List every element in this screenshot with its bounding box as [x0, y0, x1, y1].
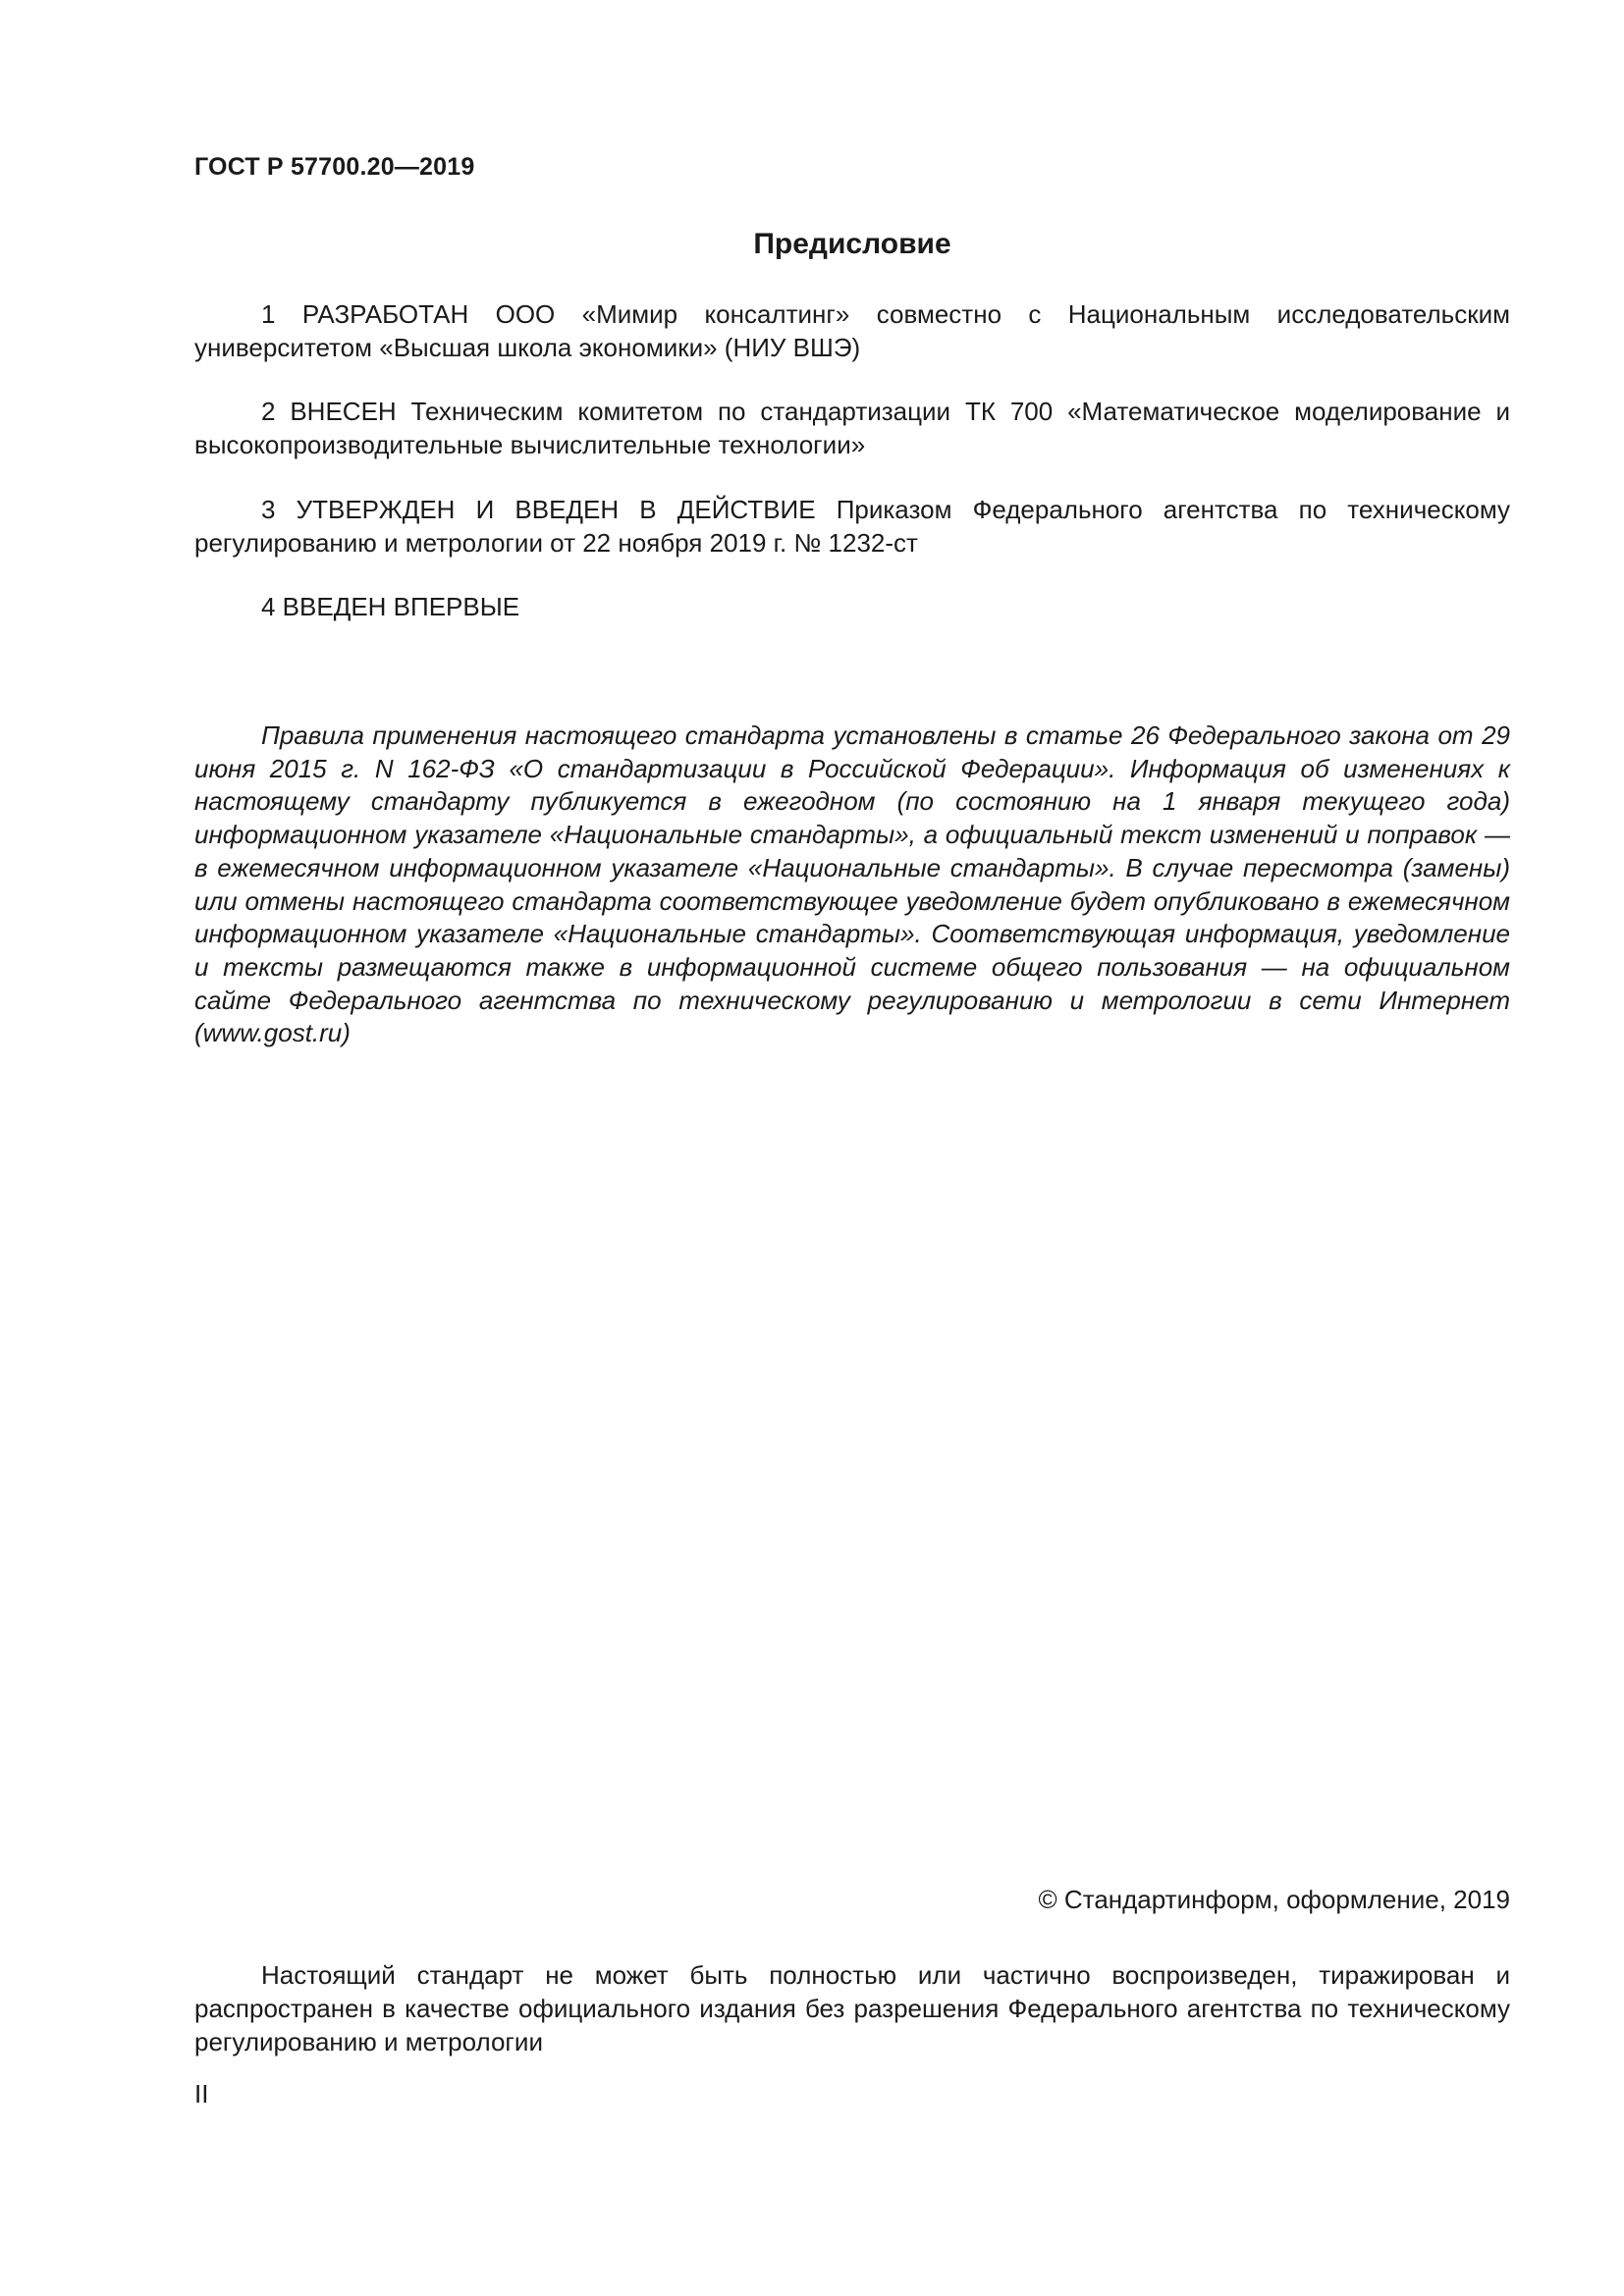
reproduction-notice: Настоящий стандарт не может быть полностью или частично воспроизведен, тиражирован и распространен в качестве официального издания без разрешения Федерального агентства по техническому регулированию и метрологии [194, 1960, 1510, 2056]
preface-item-developed: 1 РАЗРАБОТАН ООО «Мимир консалтинг» совместно с Национальным исследовательским университетом «Высшая школа экономики» (НИУ ВШЭ) [194, 299, 1510, 362]
preface-item-introduced: 2 ВНЕСЕН Техническим комитетом по стандартизации ТК 700 «Математическое моделирование и высокопроизводительные вычислительные технологии» [194, 397, 1510, 459]
copyright-notice: © Стандартинформ, оформление, 2019 [1038, 1885, 1510, 1914]
preface-item-approved: 3 УТВЕРЖДЕН И ВВЕДЕН В ДЕЙСТВИЕ Приказом Федерального агентства по техническому регулированию и метрологии от 22 ноября 2019 г. № 1232-ст [194, 495, 1510, 558]
page-number: II [194, 2079, 209, 2109]
preface-title: Предисловие [753, 228, 951, 260]
preface-item-first-introduced: 4 ВВЕДЕН ВПЕРВЫЕ [261, 592, 520, 621]
document-code: ГОСТ Р 57700.20—2019 [194, 153, 475, 181]
rules-notice: Правила применения настоящего стандарта установлены в статье 26 Федерального закона от 29 июня 2015 г. N 162-ФЗ «О стандартизации в Российской Федерации». Информация об изменениях к настоящему стандарту публикуется в ежегодном (по состоянию на 1 января текущего года) информационном указателе «Национальные стандарты», а официальный текст изменений и поправок — в ежемесячном информационном указателе «Национальные стандарты». В случае пересмотра (замены) или отмены настоящего стандарта соответствующее уведомление будет опубликовано в ежемесячном информационном указателе «Национальные стандарты». Соответствующая информация, уведомление и тексты размещаются также в информационной системе общего пользования — на официальном сайте Федерального агентства по техническому регулированию и метрологии в сети Интернет (www.gost.ru) [194, 721, 1510, 1048]
